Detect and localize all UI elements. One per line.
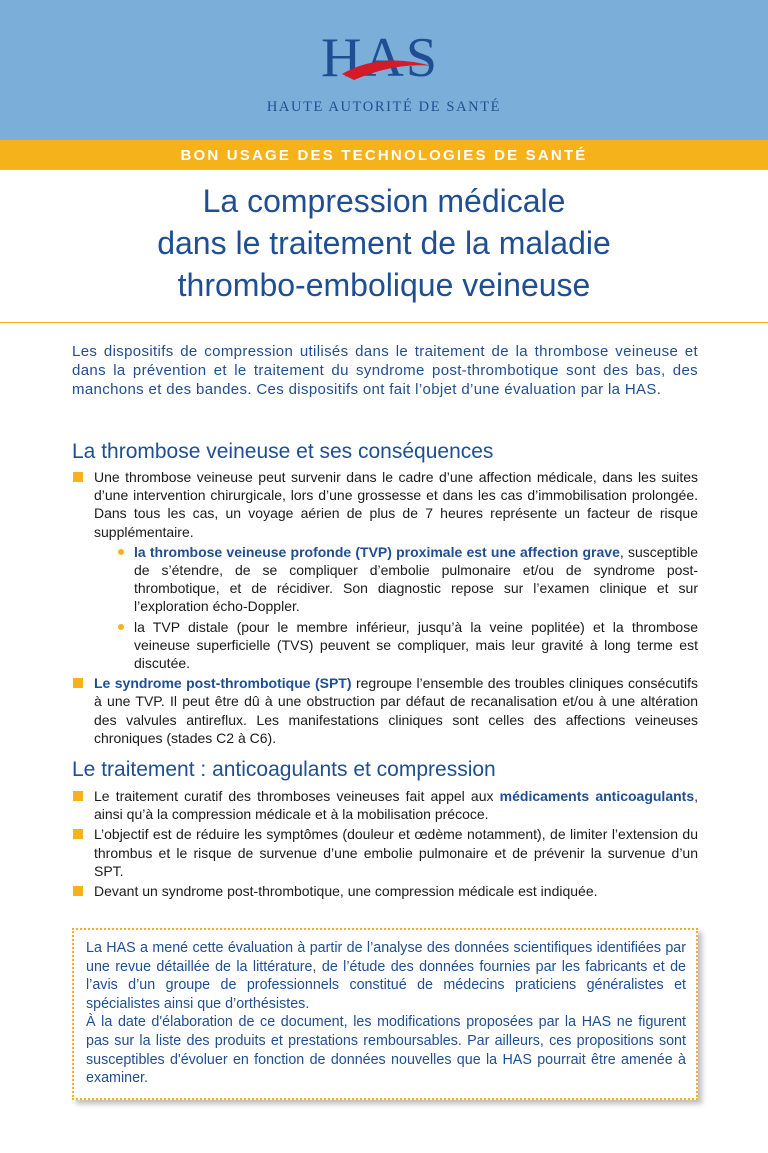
list-item <box>72 787 698 823</box>
section-traitement-list <box>72 787 698 902</box>
banner-label: BON USAGE DES TECHNOLOGIES DE SANTÉ <box>180 147 588 164</box>
org-name: HAUTE AUTORITÉ DE SANTÉ <box>266 99 502 115</box>
note-paragraph-2: À la date d'élaboration de ce document, les modifications proposées par la HAS ne figurent pas sur la liste des produits et prestations remboursables. Par ailleurs, ces propositions sont susceptibles d'évoluer en fonction de données nouvelles que la HAS pourrait être amenée à examiner. <box>86 1014 686 1087</box>
banner <box>0 140 768 170</box>
sub-list-item-text: la TVP distale (pour le membre inférieur, jusqu’à la veine poplitée) et la thrombose veineuse superficielle (TVS) peuvent se compliquer, mais leur gravité à long terme est discutée. <box>134 618 698 672</box>
sub-list-item <box>110 618 698 673</box>
list-item-text: Une thrombose veineuse peut survenir dans le cadre d’une affection médicale, dans les suites d’une intervention chirurgicale, lors d’une grossesse et dans les cas d’immobilisation prolongée. Dans tous les cas, un voyage aérien de plus de 7 heures représente un facteur de risque supplémentaire. <box>94 469 698 540</box>
list-item <box>72 468 698 672</box>
sub-list-item <box>110 543 698 616</box>
anticoagulants-highlight: médicaments anticoagulants <box>499 788 695 804</box>
dot-bullet-icon <box>118 624 124 630</box>
section-thrombose-list <box>72 468 698 749</box>
list-item-text: Le traitement curatif des thromboses veineuses fait appel aux <box>94 788 500 804</box>
note-paragraph-1: La HAS a mené cette évaluation à partir de l’analyse des données scientifiques identifiées par une revue détaillée de la littérature, de l’étude des données fournies par les fabricants et de l’avis d’un groupe de professionnels constitué de médecins praticiens généralistes et spécialistes ainsi que d’orthésistes. <box>86 940 686 1012</box>
sub-list-item-text: , susceptible de s’étendre, de se compliquer d’embolie pulmonaire et/ou de syndrome post-thrombotique, et de récidiver. Son diagnostic repose sur l’examen clinique et sur l’exploration écho-Doppler. <box>134 543 699 615</box>
title-line-2: dans le traitement de la maladie <box>157 225 611 261</box>
evaluation-note-box <box>72 928 698 1100</box>
section-heading-thrombose: La thrombose veineuse et ses conséquences <box>72 440 494 463</box>
square-bullet-icon <box>73 886 83 896</box>
square-bullet-icon <box>73 791 83 801</box>
title-line-3: thrombo-embolique veineuse <box>177 267 591 303</box>
list-item <box>72 882 698 900</box>
page-title <box>0 180 768 306</box>
dot-bullet-icon <box>118 549 124 555</box>
section-heading-traitement: Le traitement : anticoagulants et compression <box>72 758 496 781</box>
list-item-text: L’objectif est de réduire les symptômes (douleur et œdème notamment), de limiter l’extension du thrombus et le risque de survenue d’une embolie pulmonaire et de prévenir la survenue d’un SPT. <box>94 826 698 879</box>
list-item-text: regroupe l’ensemble des troubles cliniques consécutifs à une TVP. Il peut être dû à une obstruction par défaut de recanalisation et/ou à une altération des valvules antireflux. Les manifestations cliniques sont celles des affections veineuses chroniques (stades C2 à C6). <box>94 675 698 746</box>
title-divider <box>0 322 768 323</box>
list-item-text-end: , ainsi qu’à la compression médicale et à la mobilisation précoce. <box>94 788 698 823</box>
square-bullet-icon <box>73 472 83 482</box>
list-item-text: Devant un syndrome post-thrombotique, une compression médicale est indiquée. <box>94 883 598 900</box>
has-logo <box>300 22 460 92</box>
sublist <box>110 543 698 672</box>
has-logo-text: HAS <box>320 27 440 89</box>
spt-highlight: Le syndrome post-thrombotique (SPT) <box>94 675 352 692</box>
list-item <box>72 674 698 747</box>
list-item <box>72 825 698 880</box>
intro-paragraph: Les dispositifs de compression utilisés dans le traitement de la thrombose veineuse et dans la prévention et le traitement du syndrome post-thrombotique sont des bas, des manchons et des bandes. Ces dispositifs ont fait l’objet d’une évaluation par la HAS. <box>72 343 698 398</box>
square-bullet-icon <box>73 678 83 688</box>
header <box>0 0 768 140</box>
title-line-1: La compression médicale <box>202 183 566 219</box>
tvp-proximale-highlight: la thrombose veineuse profonde (TVP) proximale est une affection grave <box>134 543 620 560</box>
square-bullet-icon <box>73 829 83 839</box>
